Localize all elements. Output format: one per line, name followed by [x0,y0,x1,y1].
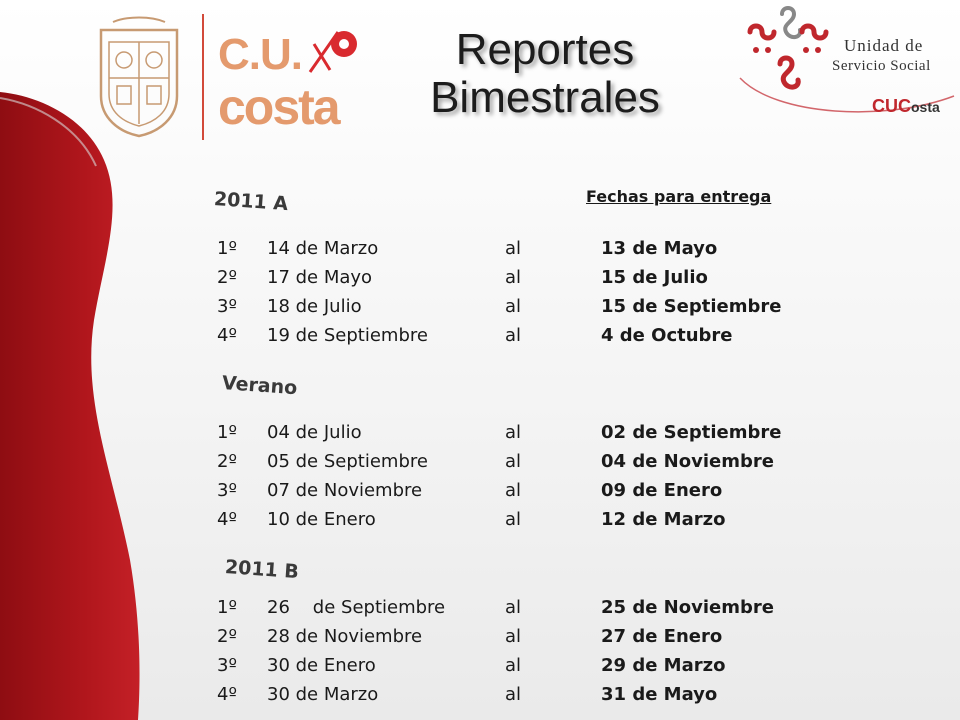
delivery-dates-header: Fechas para entrega [586,187,772,206]
row-start-date: 14 de Marzo [267,238,379,259]
row-delivery-date: 4 de Octubre [601,325,733,346]
uss-servicio-text: Servicio Social [832,58,931,74]
row-connector: al [505,325,522,346]
row-delivery-date: 04 de Noviembre [601,451,774,472]
row-connector: al [505,296,522,317]
section-label-verano: Verano [221,372,298,400]
row-start-date: 19 de Septiembre [267,325,428,346]
table-row [217,293,837,322]
table-row [217,419,837,448]
row-connector: al [505,626,522,647]
udg-seal-logo [93,16,185,138]
row-start-date: 10 de Enero [267,509,376,530]
row-ordinal: 4º [217,325,237,346]
uss-cucosta-text [872,96,940,117]
section-label-2011b: 2011 B [224,556,300,584]
row-delivery-date: 15 de Septiembre [601,296,782,317]
table-row [217,594,837,623]
section-label-2011a: 2011 A [213,188,289,216]
row-connector: al [505,267,522,288]
row-delivery-date: 02 de Septiembre [601,422,782,443]
row-ordinal: 2º [217,626,237,647]
table-row [217,264,837,293]
row-connector: al [505,238,522,259]
title-line-1: Reportes [455,25,635,74]
row-start-date: 26 de Septiembre [267,597,446,618]
rows-2011a [217,235,837,351]
row-delivery-date: 15 de Julio [601,267,708,288]
uss-cuc-part: CUC [872,96,911,116]
cucosta-logo [218,22,368,135]
row-ordinal: 3º [217,296,237,317]
rows-verano [217,419,837,535]
row-delivery-date: 13 de Mayo [601,238,718,259]
table-row [217,652,837,681]
logo-divider [202,14,204,140]
row-delivery-date: 12 de Marzo [601,509,726,530]
row-connector: al [505,509,522,530]
table-row [217,235,837,264]
row-connector: al [505,684,522,705]
uss-osta-part: osta [911,99,940,115]
row-ordinal: 4º [217,684,237,705]
row-delivery-date: 25 de Noviembre [601,597,774,618]
row-ordinal: 1º [217,238,237,259]
table-row [217,322,837,351]
row-connector: al [505,480,522,501]
row-delivery-date: 29 de Marzo [601,655,726,676]
table-row [217,448,837,477]
ball-swing-icon [304,22,364,82]
row-ordinal: 2º [217,451,237,472]
slide-title [400,26,690,122]
table-row [217,506,837,535]
row-delivery-date: 09 de Enero [601,480,723,501]
servicio-social-logo [736,4,956,122]
cucosta-logo-line1: C.U. [218,30,302,79]
row-start-date: 28 de Noviembre [267,626,423,647]
row-start-date: 05 de Septiembre [267,451,428,472]
uss-unidad-text: Unidad de [844,36,924,55]
row-connector: al [505,451,522,472]
row-start-date: 30 de Marzo [267,684,379,705]
row-connector: al [505,422,522,443]
table-row [217,477,837,506]
table-row [217,623,837,652]
row-ordinal: 4º [217,509,237,530]
row-ordinal: 3º [217,480,237,501]
row-connector: al [505,597,522,618]
row-ordinal: 2º [217,267,237,288]
title-line-2: Bimestrales [430,73,660,122]
table-row [217,681,837,710]
row-connector: al [505,655,522,676]
cucosta-logo-line2: costa [218,79,339,135]
row-ordinal: 1º [217,597,237,618]
udg-seal-icon [93,16,185,138]
row-start-date: 30 de Enero [267,655,376,676]
row-ordinal: 3º [217,655,237,676]
row-delivery-date: 27 de Enero [601,626,723,647]
row-start-date: 07 de Noviembre [267,480,423,501]
row-start-date: 04 de Julio [267,422,362,443]
row-start-date: 18 de Julio [267,296,362,317]
rows-2011b [217,594,837,710]
row-start-date: 17 de Mayo [267,267,373,288]
row-delivery-date: 31 de Mayo [601,684,718,705]
row-ordinal: 1º [217,422,237,443]
